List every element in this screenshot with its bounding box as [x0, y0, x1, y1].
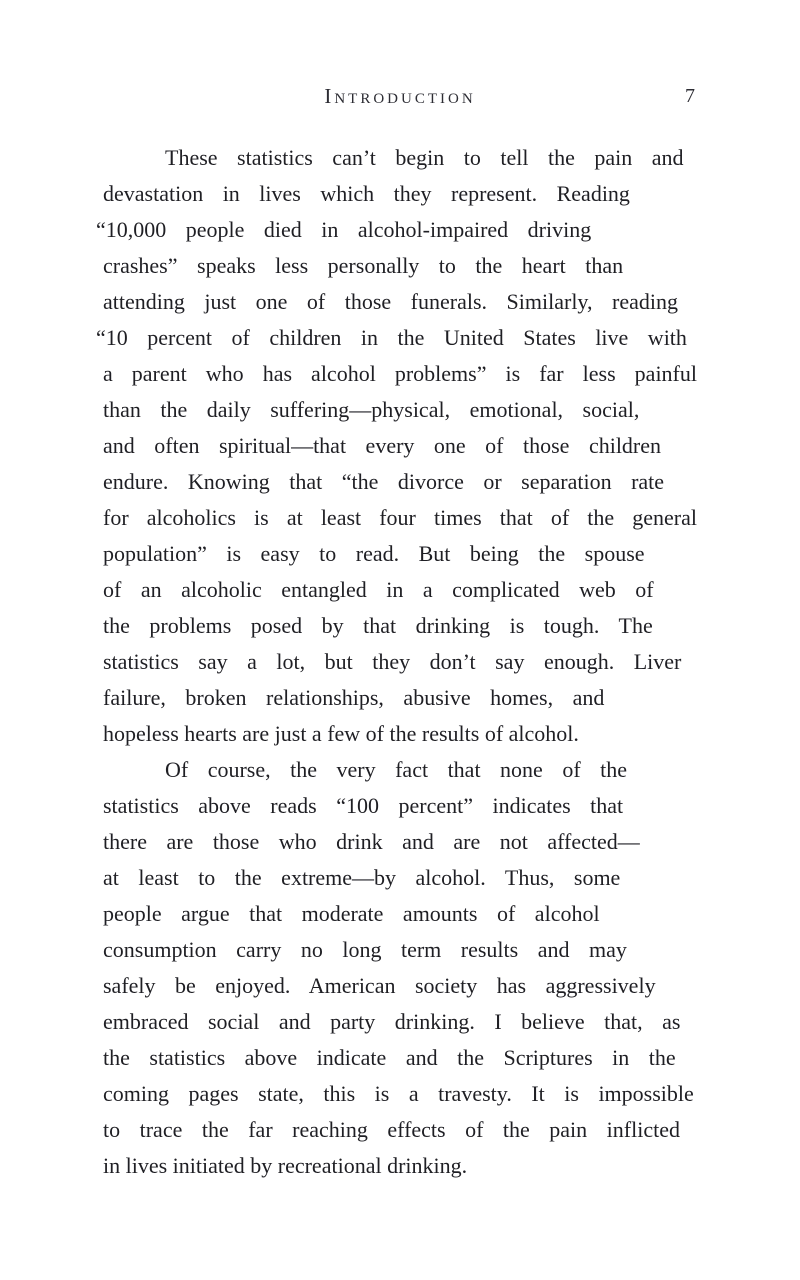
text-line: of an alcoholic entangled in a complicated web of — [103, 577, 654, 602]
text-line: a parent who has alcohol problems” is far less painful — [103, 361, 697, 386]
text-line: These statistics can’t begin to tell the pain and — [165, 145, 684, 170]
text-line: Of course, the very fact that none of the — [165, 757, 628, 782]
text-line: failure, broken relationships, abusive homes, and — [103, 685, 605, 710]
body-text — [96, 140, 697, 1184]
text-line: crashes” speaks less personally to the heart than — [103, 253, 624, 278]
text-line: for alcoholics is at least four times that of the general — [103, 505, 697, 530]
text-line: population” is easy to read. But being the spouse — [103, 541, 645, 566]
text-line: endure. Knowing that “the divorce or separation rate — [103, 469, 665, 494]
text-line: devastation in lives which they represent. Reading — [103, 181, 630, 206]
text-line: safely be enjoyed. American society has aggressively — [103, 973, 656, 998]
text-line: and often spiritual—that every one of those children — [103, 433, 662, 458]
text-line: there are those who drink and are not affected— — [103, 829, 640, 854]
running-head-title: Introduction — [324, 84, 476, 108]
paragraph — [103, 752, 697, 1184]
text-line: statistics above reads “100 percent” indicates that — [103, 793, 624, 818]
text-line: embraced social and party drinking. I believe that, as — [103, 1009, 681, 1034]
page-number: 7 — [685, 85, 695, 107]
text-line: than the daily suffering—physical, emotional, social, — [103, 397, 640, 422]
text-line: coming pages state, this is a travesty. It is impossible — [103, 1081, 694, 1106]
text-line: in lives initiated by recreational drinking. — [103, 1153, 468, 1178]
text-line: the statistics above indicate and the Scriptures in the — [103, 1045, 676, 1070]
text-line: “10 percent of children in the United States live with — [96, 325, 687, 350]
text-line: hopeless hearts are just a few of the results of alcohol. — [103, 721, 579, 746]
paragraph — [96, 140, 697, 752]
text-line: attending just one of those funerals. Similarly, reading — [103, 289, 678, 314]
text-line: “10,000 people died in alcohol-impaired driving — [96, 217, 592, 242]
running-head — [103, 84, 697, 112]
text-line: the problems posed by that drinking is tough. The — [103, 613, 653, 638]
text-line: at least to the extreme—by alcohol. Thus, some — [103, 865, 621, 890]
text-line: people argue that moderate amounts of alcohol — [103, 901, 600, 926]
text-line: statistics say a lot, but they don’t say enough. Liver — [103, 649, 682, 674]
text-line: to trace the far reaching effects of the pain inflicted — [103, 1117, 680, 1142]
text-line: consumption carry no long term results and may — [103, 937, 627, 962]
